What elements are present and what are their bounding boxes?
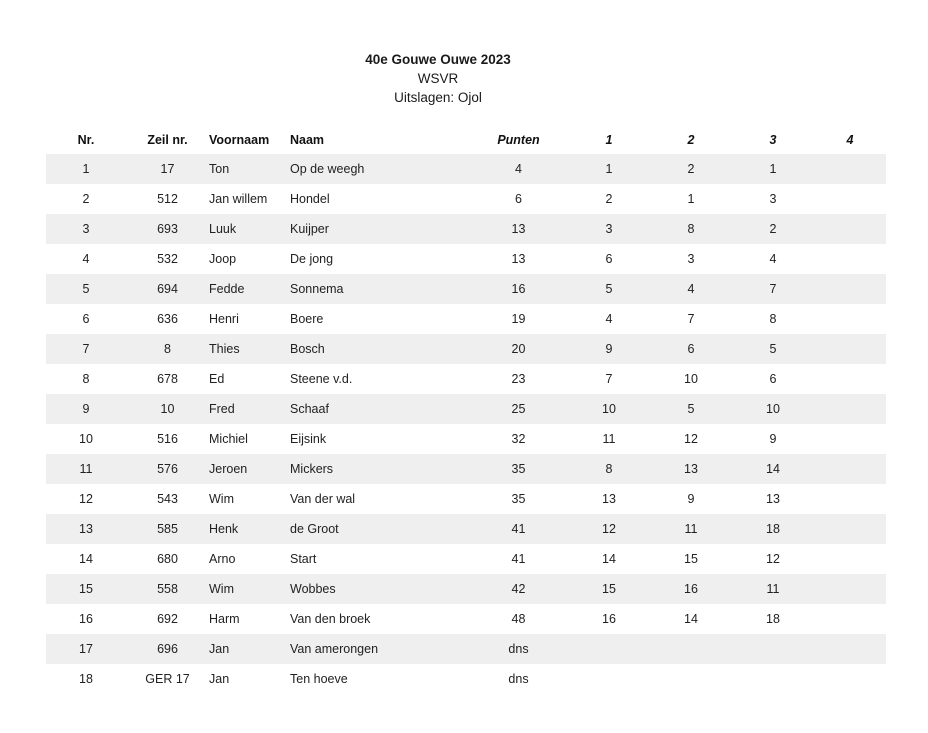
col-header-race-3: 3 <box>769 133 777 147</box>
cell-zeil-nr: 576 <box>126 454 209 484</box>
table-row <box>46 514 886 544</box>
cell-race-2: 2 <box>650 154 732 184</box>
cell-naam: Van der wal <box>290 492 356 506</box>
table-row <box>46 274 886 304</box>
col-header-race-2: 2 <box>687 133 695 147</box>
cell-race-1: 14 <box>602 552 616 566</box>
table-row <box>46 424 886 454</box>
cell-race-1: 10 <box>568 394 650 424</box>
header-row <box>46 126 886 154</box>
cell-race-3: 5 <box>732 334 814 364</box>
cell-race-2: 10 <box>684 372 698 386</box>
cell-race-3 <box>732 634 814 664</box>
cell-race-3: 8 <box>769 312 777 326</box>
cell-punten: 4 <box>469 154 568 184</box>
cell-nr: 1 <box>46 154 126 184</box>
cell-race-1: 11 <box>602 432 616 446</box>
results-table-body <box>46 154 886 694</box>
cell-naam: Van amerongen <box>290 634 469 664</box>
table-row <box>46 244 886 274</box>
cell-race-4 <box>814 604 886 634</box>
cell-voornaam: Jan <box>209 672 230 686</box>
cell-race-4 <box>814 514 886 544</box>
col-header-voornaam: Voornaam <box>209 133 270 147</box>
cell-naam: Bosch <box>290 334 469 364</box>
col-header-nr: Nr. <box>77 133 95 147</box>
cell-zeil-nr: 693 <box>126 214 209 244</box>
cell-punten: 35 <box>469 454 568 484</box>
cell-punten: 20 <box>469 334 568 364</box>
document-header <box>0 50 876 107</box>
cell-punten: 35 <box>511 492 526 506</box>
cell-race-2: 4 <box>650 274 732 304</box>
cell-race-4 <box>814 484 886 514</box>
cell-voornaam: Joop <box>209 252 237 266</box>
cell-race-4 <box>814 214 886 244</box>
cell-race-4 <box>814 424 886 454</box>
cell-punten: 25 <box>469 394 568 424</box>
cell-race-3: 3 <box>769 192 777 206</box>
cell-zeil-nr: 680 <box>157 552 178 566</box>
cell-nr: 14 <box>79 552 93 566</box>
cell-naam: Van den broek <box>290 612 371 626</box>
cell-naam: Op de weegh <box>290 154 469 184</box>
cell-voornaam: Harm <box>209 612 240 626</box>
table-row <box>46 394 886 424</box>
cell-race-2: 5 <box>650 394 732 424</box>
table-row <box>46 364 886 394</box>
cell-zeil-nr: 692 <box>157 612 178 626</box>
cell-race-2: 14 <box>684 612 698 626</box>
cell-race-4 <box>814 394 886 424</box>
table-row <box>46 634 886 664</box>
cell-zeil-nr: 558 <box>126 574 209 604</box>
cell-punten: 13 <box>511 252 526 266</box>
cell-nr: 9 <box>46 394 126 424</box>
cell-zeil-nr: 678 <box>157 372 178 386</box>
cell-voornaam: Arno <box>209 552 236 566</box>
cell-race-1: 6 <box>605 252 613 266</box>
cell-race-2: 3 <box>687 252 695 266</box>
col-header-naam: Naam <box>290 133 325 147</box>
cell-race-2: 9 <box>687 492 695 506</box>
cell-naam: Sonnema <box>290 274 469 304</box>
cell-punten: 23 <box>511 372 526 386</box>
cell-punten: 48 <box>511 612 526 626</box>
cell-race-2: 8 <box>650 214 732 244</box>
cell-race-4 <box>814 634 886 664</box>
cell-race-2: 12 <box>684 432 698 446</box>
cell-race-2 <box>650 634 732 664</box>
cell-race-1: 15 <box>568 574 650 604</box>
cell-voornaam: Ed <box>209 372 225 386</box>
cell-race-3: 9 <box>769 432 777 446</box>
cell-race-4 <box>814 244 886 274</box>
cell-punten: 41 <box>511 552 526 566</box>
results-table <box>46 126 886 694</box>
cell-nr: 8 <box>82 372 90 386</box>
cell-nr: 13 <box>46 514 126 544</box>
cell-voornaam: Luuk <box>209 214 290 244</box>
cell-zeil-nr: 696 <box>126 634 209 664</box>
cell-nr: 16 <box>79 612 93 626</box>
event-title: 40e Gouwe Ouwe 2023 <box>365 52 511 67</box>
cell-naam: De jong <box>290 252 334 266</box>
table-row <box>46 334 886 364</box>
cell-race-3: 18 <box>732 514 814 544</box>
cell-punten: 13 <box>469 214 568 244</box>
cell-zeil-nr: 636 <box>157 312 178 326</box>
cell-race-3: 6 <box>769 372 777 386</box>
cell-nr: 7 <box>46 334 126 364</box>
cell-race-3: 12 <box>766 552 780 566</box>
cell-naam: Eijsink <box>290 432 327 446</box>
cell-race-1: 16 <box>602 612 616 626</box>
results-subtitle: Uitslagen: Ojol <box>394 90 482 105</box>
cell-zeil-nr: 516 <box>157 432 178 446</box>
cell-zeil-nr: 8 <box>126 334 209 364</box>
cell-nr: 11 <box>46 454 126 484</box>
cell-nr: 5 <box>46 274 126 304</box>
cell-nr: 10 <box>79 432 93 446</box>
cell-zeil-nr: 532 <box>157 252 178 266</box>
cell-naam: Ten hoeve <box>290 672 348 686</box>
cell-nr: 18 <box>79 672 93 686</box>
cell-race-1: 3 <box>568 214 650 244</box>
cell-nr: 2 <box>82 192 90 206</box>
col-header-race-1: 1 <box>605 133 613 147</box>
cell-race-3: 18 <box>766 612 780 626</box>
cell-nr: 15 <box>46 574 126 604</box>
col-header-zeil-nr: Zeil nr. <box>147 133 188 147</box>
cell-race-3: 13 <box>766 492 780 506</box>
cell-punten: 32 <box>511 432 526 446</box>
table-row <box>46 184 886 214</box>
cell-zeil-nr: 543 <box>157 492 178 506</box>
cell-race-1: 9 <box>568 334 650 364</box>
cell-zeil-nr: 585 <box>126 514 209 544</box>
col-header-punten: Punten <box>497 133 540 147</box>
cell-zeil-nr: 512 <box>157 192 178 206</box>
cell-race-2: 7 <box>687 312 695 326</box>
table-row <box>46 304 886 334</box>
table-row <box>46 154 886 184</box>
cell-voornaam: Wim <box>209 492 234 506</box>
cell-voornaam: Henri <box>209 312 239 326</box>
cell-voornaam: Thies <box>209 334 290 364</box>
cell-zeil-nr: GER 17 <box>145 672 190 686</box>
cell-race-2: 16 <box>650 574 732 604</box>
cell-voornaam: Fred <box>209 394 290 424</box>
cell-nr: 12 <box>79 492 93 506</box>
cell-naam: Steene v.d. <box>290 372 353 386</box>
cell-race-1: 13 <box>602 492 616 506</box>
cell-punten: 41 <box>469 514 568 544</box>
cell-race-3: 2 <box>732 214 814 244</box>
table-row <box>46 604 886 634</box>
cell-zeil-nr: 694 <box>126 274 209 304</box>
cell-race-4 <box>814 364 886 394</box>
cell-voornaam: Michiel <box>209 432 248 446</box>
cell-naam: Hondel <box>290 192 330 206</box>
cell-race-2: 1 <box>687 192 695 206</box>
cell-nr: 3 <box>46 214 126 244</box>
cell-voornaam: Wim <box>209 574 290 604</box>
cell-race-1 <box>568 634 650 664</box>
table-row <box>46 214 886 244</box>
cell-race-4 <box>814 544 886 574</box>
cell-punten: 16 <box>469 274 568 304</box>
cell-zeil-nr: 10 <box>126 394 209 424</box>
cell-race-2: 6 <box>650 334 732 364</box>
cell-race-2 <box>650 664 732 694</box>
cell-naam: Kuijper <box>290 214 469 244</box>
cell-race-3: 14 <box>732 454 814 484</box>
club-name: WSVR <box>417 71 459 86</box>
cell-race-4 <box>814 574 886 604</box>
cell-race-1: 8 <box>568 454 650 484</box>
cell-naam: Start <box>290 552 317 566</box>
cell-race-3: 10 <box>732 394 814 424</box>
cell-naam: Schaaf <box>290 394 469 424</box>
cell-naam: Wobbes <box>290 574 469 604</box>
cell-race-4 <box>814 154 886 184</box>
cell-race-2: 13 <box>650 454 732 484</box>
cell-race-4 <box>814 454 886 484</box>
table-row <box>46 544 886 574</box>
cell-race-3: 7 <box>732 274 814 304</box>
cell-punten: dns <box>508 672 529 686</box>
cell-race-3: 4 <box>769 252 777 266</box>
cell-race-4 <box>814 184 886 214</box>
cell-race-1: 12 <box>568 514 650 544</box>
cell-race-2: 15 <box>684 552 698 566</box>
cell-nr: 4 <box>82 252 90 266</box>
table-row <box>46 664 886 694</box>
results-table-header <box>46 126 886 154</box>
cell-race-3: 1 <box>732 154 814 184</box>
table-row <box>46 454 886 484</box>
cell-naam: Mickers <box>290 454 469 484</box>
cell-voornaam: Fedde <box>209 274 290 304</box>
cell-voornaam: Ton <box>209 154 290 184</box>
cell-naam: Boere <box>290 312 324 326</box>
cell-race-3: 11 <box>732 574 814 604</box>
cell-punten: 6 <box>515 192 522 206</box>
cell-voornaam: Jan willem <box>209 192 268 206</box>
cell-voornaam: Jan <box>209 634 290 664</box>
cell-race-4 <box>814 664 886 694</box>
cell-race-1: 4 <box>605 312 613 326</box>
cell-race-2: 11 <box>650 514 732 544</box>
cell-race-1 <box>568 664 650 694</box>
cell-nr: 6 <box>82 312 90 326</box>
cell-nr: 17 <box>46 634 126 664</box>
cell-race-3 <box>732 664 814 694</box>
cell-voornaam: Henk <box>209 514 290 544</box>
cell-punten: 19 <box>511 312 526 326</box>
table-row <box>46 574 886 604</box>
cell-punten: 42 <box>469 574 568 604</box>
cell-race-1: 1 <box>568 154 650 184</box>
cell-race-4 <box>814 274 886 304</box>
cell-race-1: 7 <box>605 372 613 386</box>
col-header-race-4: 4 <box>846 133 854 147</box>
cell-naam: de Groot <box>290 514 469 544</box>
cell-race-1: 2 <box>605 192 613 206</box>
cell-punten: dns <box>469 634 568 664</box>
cell-race-1: 5 <box>568 274 650 304</box>
cell-voornaam: Jeroen <box>209 454 290 484</box>
cell-race-4 <box>814 304 886 334</box>
table-row <box>46 484 886 514</box>
cell-race-4 <box>814 334 886 364</box>
cell-zeil-nr: 17 <box>126 154 209 184</box>
